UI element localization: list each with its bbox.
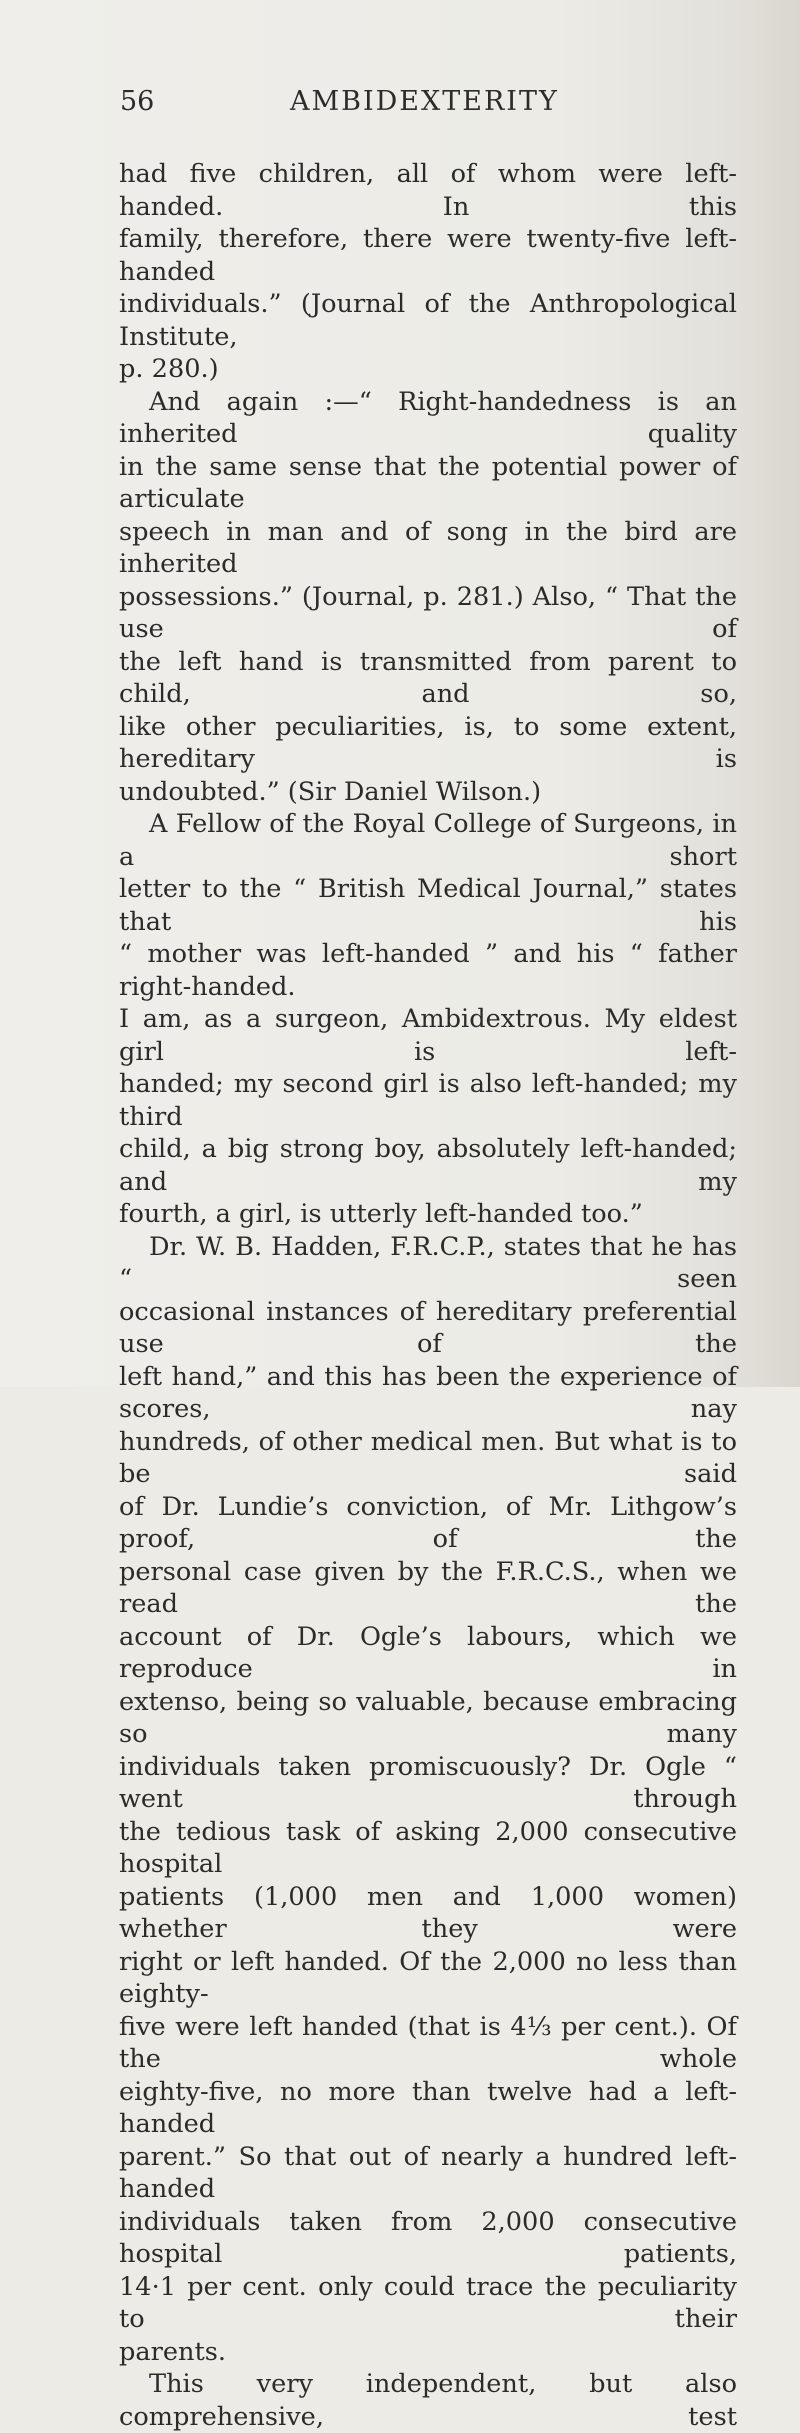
text-line: left hand,” and this has been the experience of scores, nay	[119, 1361, 737, 1424]
text-line: right or left handed. Of the 2,000 no less than eighty-	[119, 1946, 737, 2009]
paragraph-2	[119, 386, 737, 809]
text-line: like other peculiarities, is, to some extent, hereditary is	[119, 711, 737, 774]
text-line: individuals.” (Journal of the Anthropological Institute,	[119, 289, 737, 352]
text-line: letter to the “ British Medical Journal,” states that his	[119, 874, 737, 937]
text-line: of Dr. Lundie’s conviction, of Mr. Lithgow’s proof, of the	[119, 1491, 737, 1554]
paragraph-1	[119, 158, 737, 386]
text-line: undoubted.” (Sir Daniel Wilson.)	[119, 776, 542, 807]
text-line: account of Dr. Ogle’s labours, which we reproduce in	[119, 1621, 737, 1684]
text-line: handed; my second girl is also left-handed; my third	[119, 1069, 737, 1132]
text-line: occasional instances of hereditary preferential use of the	[119, 1296, 737, 1359]
text-line: I am, as a surgeon, Ambidextrous. My eldest girl is left-	[119, 1004, 737, 1067]
paragraph-3	[119, 808, 737, 1231]
text-line: in the same sense that the potential power of articulate	[119, 451, 737, 514]
text-line: p. 280.)	[119, 354, 219, 384]
text-line: had five children, all of whom were left-handed. In this	[119, 159, 737, 222]
text-line: five were left handed (that is 4⅓ per cent.). Of the whole	[119, 2011, 737, 2074]
text-line: A Fellow of the Royal College of Surgeons, in a short	[119, 809, 737, 872]
text-line: child, a big strong boy, absolutely left-handed; and my	[119, 1134, 737, 1197]
text-line: individuals taken promiscuously? Dr. Ogle “ went through	[119, 1751, 737, 1814]
text-line: parent.” So that out of nearly a hundred left-handed	[119, 2141, 737, 2204]
paragraph-4	[119, 1231, 737, 2369]
text-line: eighty-five, no more than twelve had a left-handed	[119, 2076, 737, 2139]
text-line: patients (1,000 men and 1,000 women) whether they were	[119, 1881, 737, 1944]
text-line: individuals taken from 2,000 consecutive hospital patients,	[119, 2206, 737, 2269]
text-line: extenso, being so valuable, because embracing so many	[119, 1686, 737, 1749]
body-text	[119, 158, 737, 2433]
text-line: family, therefore, there were twenty-five left-handed	[119, 224, 737, 287]
running-head: AMBIDEXTERITY	[290, 86, 559, 117]
text-line: And again :—“ Right-handedness is an inherited quality	[119, 386, 737, 449]
text-line: This very independent, but also comprehensive, test	[119, 2369, 737, 2432]
text-line: the tedious task of asking 2,000 consecutive hospital	[119, 1816, 737, 1879]
text-line: possessions.” (Journal, p. 281.) Also, “ That the use of	[119, 581, 737, 644]
text-line: fourth, a girl, is utterly left-handed too.”	[119, 1199, 643, 1229]
text-line: the left hand is transmitted from parent to child, and so,	[119, 646, 737, 709]
text-line: parents.	[119, 2336, 227, 2367]
page-header	[120, 86, 720, 126]
paragraph-5	[119, 2368, 737, 2433]
text-line: 14·1 per cent. only could trace the peculiarity to their	[119, 2271, 737, 2334]
text-line: “ mother was left-handed ” and his “ father right-handed.	[119, 939, 737, 1002]
text-line: personal case given by the F.R.C.S., when we read the	[119, 1556, 737, 1619]
text-line: speech in man and of song in the bird are inherited	[119, 516, 737, 579]
text-line: Dr. W. B. Hadden, F.R.C.P., states that he has “ seen	[119, 1231, 737, 1294]
page-number: 56	[120, 86, 155, 117]
text-line: hundreds, of other medical men. But what is to be said	[119, 1426, 737, 1489]
